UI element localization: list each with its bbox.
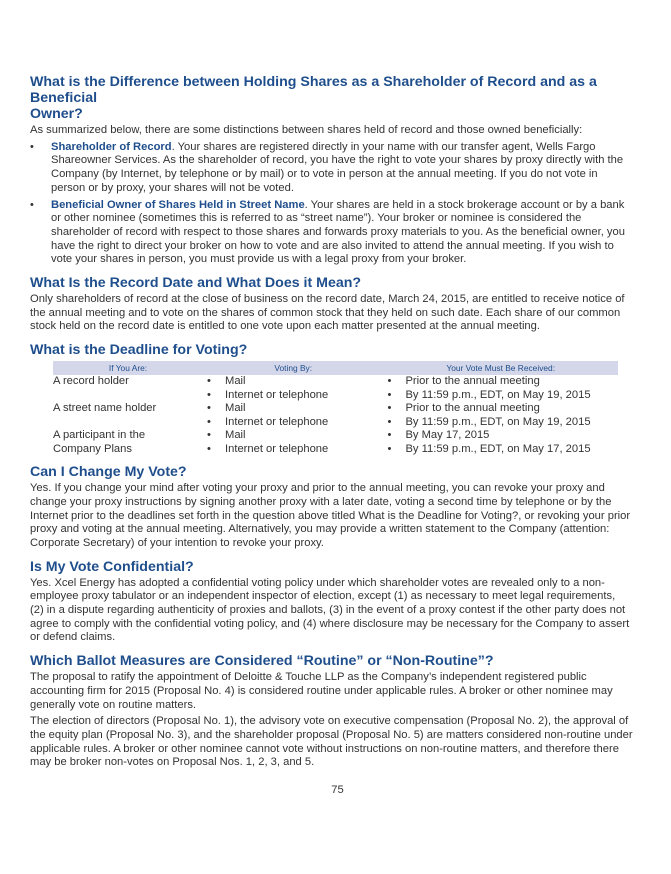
page-number: 75 bbox=[331, 784, 344, 797]
section-vote-confidential bbox=[30, 559, 645, 646]
section-heading: What is the Deadline for Voting? bbox=[30, 342, 248, 359]
bullet-text: vote your shares in person, you must provide us with a legal proxy from your broker. bbox=[51, 253, 467, 266]
heading-line: Owner? bbox=[30, 106, 83, 122]
bullet-text: Shareowner Services. As the shareholder of record, you have the right to vote your shares by proxy directly with the bbox=[51, 154, 624, 167]
body-text: (2) in a dispute regarding authenticity of proxies and ballots, (3) in the event of a proxy contest if the other party does not bbox=[30, 604, 626, 617]
section-heading: Which Ballot Measures are Considered “Routine” or “Non-Routine”? bbox=[30, 653, 494, 670]
body-text: agree to comply with the confidential voting policy, and (4) where disclosure may be necessary for the Company to assert bbox=[30, 617, 630, 630]
section-voting-deadline bbox=[30, 342, 645, 456]
cell-voting-by: Mail bbox=[225, 375, 246, 388]
section-record-date bbox=[30, 275, 645, 334]
bullet-icon: • bbox=[387, 388, 392, 401]
bullet-icon: • bbox=[387, 429, 392, 442]
cell-deadline: By 11:59 p.m., EDT, on May 19, 2015 bbox=[405, 388, 591, 401]
bullet-icon: • bbox=[387, 415, 392, 428]
intro-text: As summarized below, there are some distinctions between shares held of record and those owned beneficially: bbox=[30, 124, 583, 136]
body-text: The proposal to ratify the appointment of Deloitte & Touche LLP as the Company’s independent registered public bbox=[30, 671, 587, 684]
cell-voting-by: Internet or telephone bbox=[225, 415, 329, 428]
body-text: Internet prior to the deadlines set forth in the question above titled What is the Deadline for Voting?, or revoking your prior bbox=[30, 509, 631, 522]
cell-deadline: By May 17, 2015 bbox=[405, 429, 490, 442]
body-text: Only shareholders of record at the close of business on the record date, March 24, 2015, are entitled to receive notice of bbox=[30, 293, 625, 306]
section-heading: Can I Change My Vote? bbox=[30, 464, 187, 481]
cell-who: A street name holder bbox=[53, 402, 157, 415]
cell-voting-by: Mail bbox=[225, 402, 246, 415]
cell-deadline: Prior to the annual meeting bbox=[405, 402, 540, 415]
bullet-icon: • bbox=[30, 140, 34, 153]
document-page bbox=[30, 74, 645, 798]
cell-who: A participant in the bbox=[53, 429, 146, 442]
section-heading: Is My Vote Confidential? bbox=[30, 558, 194, 575]
table-row bbox=[53, 429, 618, 443]
cell-voting-by: Internet or telephone bbox=[225, 388, 329, 401]
body-text: may be broker non-votes on Proposal Nos. 1, 2, 3, and 5. bbox=[30, 756, 315, 769]
table-row bbox=[53, 416, 618, 430]
heading-line: What is the Difference between Holding Shares as a Shareholder of Record and as a Beneficial bbox=[30, 74, 597, 106]
paragraph-non-routine bbox=[30, 715, 645, 770]
cell-who bbox=[53, 416, 203, 430]
body-text: The election of directors (Proposal No. 1), the advisory vote on executive compensation (Proposal No. 2), the approval of bbox=[30, 715, 629, 728]
body-text: applicable rules. A broker or other nominee cannot vote without instructions on non-routine matters, and therefore there bbox=[30, 742, 619, 755]
bullet-icon: • bbox=[207, 442, 211, 455]
cell-deadline: By 11:59 p.m., EDT, on May 19, 2015 bbox=[405, 415, 591, 428]
bullet-lead: Shareholder of Record bbox=[51, 140, 172, 153]
table-row bbox=[53, 443, 618, 457]
bullet-icon: • bbox=[207, 402, 211, 415]
bullet-icon: • bbox=[387, 402, 392, 415]
body-text: Corporate Secretary) of your intention to revoke your proxy. bbox=[30, 536, 324, 549]
bullet-lead: Beneficial Owner of Shares Held in Street Name bbox=[51, 198, 305, 211]
bullet-icon: • bbox=[207, 375, 211, 388]
body-text: Yes. If you change your mind after voting your proxy and prior to the annual meeting, you can revoke your proxy and bbox=[30, 482, 605, 495]
bullet-text: Company (by Internet, by telephone or by mail) or to vote in person at the annual meeting. If you do not vote in bbox=[51, 168, 598, 181]
table-row bbox=[53, 389, 618, 403]
bullet-icon: • bbox=[30, 198, 34, 211]
bullet-icon: • bbox=[387, 442, 392, 455]
body-text: accounting firm for 2015 (Proposal No. 4) is considered routine under applicable rules. A broker or other nominee may bbox=[30, 684, 613, 697]
bullet-icon: • bbox=[387, 375, 392, 388]
paragraph-routine bbox=[30, 671, 645, 712]
bullet-beneficial-owner bbox=[30, 199, 645, 268]
body-text: the annual meeting and to vote on the shares of common stock that they held on such date. Each share of our common bbox=[30, 306, 621, 319]
cell-voting-by: Mail bbox=[225, 429, 246, 442]
column-header: If You Are: bbox=[53, 361, 203, 375]
section-change-vote bbox=[30, 464, 645, 551]
bullet-text: or other nominee (sometimes this is referred to as “street name”). Your broker or nominee is considered the bbox=[51, 212, 582, 225]
body-text: stock held on the record date is entitled to one vote upon each matter presented at the annual meeting. bbox=[30, 320, 540, 333]
table-row bbox=[53, 402, 618, 416]
bullet-text: shareholder of record with respect to those shares and forwards proxy materials to you. As the beneficial owner, you bbox=[51, 225, 625, 238]
body-text: change your proxy instructions by signing another proxy with a later date, voting a second time by telephone or by the bbox=[30, 495, 612, 508]
column-header: Voting By: bbox=[203, 361, 383, 375]
bullet-icon: • bbox=[207, 429, 211, 442]
section-heading: What Is the Record Date and What Does it Mean? bbox=[30, 275, 362, 292]
bullet-text: person or by proxy, your shares will not be voted. bbox=[51, 181, 294, 194]
cell-who: Company Plans bbox=[53, 442, 132, 455]
body-text: the equity plan (Proposal No. 3), and the shareholder proposal (Proposal No. 5) are matters considered non-routine under bbox=[30, 728, 633, 741]
cell-voting-by: Internet or telephone bbox=[225, 442, 329, 455]
cell-who: A record holder bbox=[53, 375, 129, 388]
cell-deadline: By 11:59 p.m., EDT, on May 17, 2015 bbox=[405, 442, 591, 455]
section-ballot-measures bbox=[30, 653, 645, 770]
table-row bbox=[53, 375, 618, 389]
cell-who bbox=[53, 389, 203, 403]
body-text: generally vote on routine matters. bbox=[30, 698, 197, 711]
section-heading bbox=[30, 74, 645, 122]
bullet-text: . Your shares are held in a stock brokerage account or by a bank bbox=[304, 198, 625, 211]
body-text: proxy and voting at the annual meeting. Alternatively, you may provide a written statement to the Company (attention: bbox=[30, 523, 610, 536]
section-holding-shares bbox=[30, 74, 645, 267]
body-text: Yes. Xcel Energy has adopted a confidential voting policy under which shareholder votes are revealed only to a non- bbox=[30, 576, 605, 589]
bullet-text: have the right to direct your broker on how to vote and are also invited to attend the annual meeting. If you wish to bbox=[51, 239, 614, 252]
table-header-row bbox=[53, 361, 618, 375]
cell-deadline: Prior to the annual meeting bbox=[405, 375, 540, 388]
bullet-icon: • bbox=[207, 388, 211, 401]
column-header: Your Vote Must Be Received: bbox=[383, 361, 618, 375]
bullet-shareholder-of-record bbox=[30, 141, 645, 196]
body-text: employee proxy tabulator or an independent inspector of election, except (1) as necessary to meet legal requirements, bbox=[30, 590, 616, 603]
body-text: or defend claims. bbox=[30, 631, 116, 644]
bullet-text: . Your shares are registered directly in your name with our transfer agent, Wells Fargo bbox=[171, 140, 596, 153]
voting-deadline-table bbox=[53, 361, 618, 456]
bullet-icon: • bbox=[207, 415, 211, 428]
